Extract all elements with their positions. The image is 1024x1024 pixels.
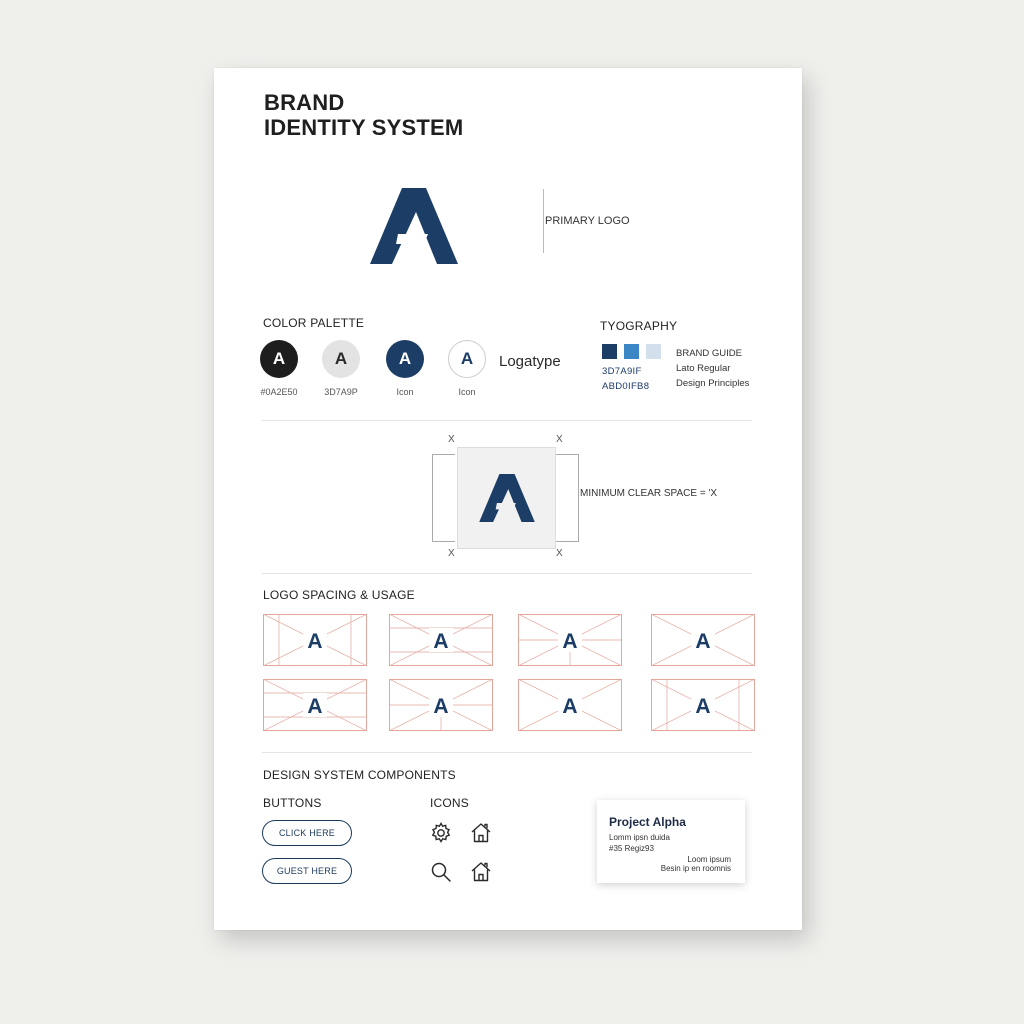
primary-logo-mark [370,188,458,264]
spacing-tile-glyph: A [562,630,578,653]
swatch-caption-3: Icon [396,387,414,397]
swatch-navy [386,340,424,378]
home-icon[interactable] [469,821,493,845]
color-palette-heading: COLOR PALETTE [263,316,365,330]
clear-space-box [457,447,556,549]
logo-divider [543,189,544,253]
buttons-heading: BUTTONS [263,796,322,810]
clear-space-logo-mark [479,474,535,522]
spacing-tile-glyph: A [562,695,578,718]
divider-2 [262,573,752,574]
clear-space-label: MINIMUM CLEAR SPACE = 'X [580,488,718,499]
components-heading: DESIGN SYSTEM COMPONENTS [263,768,456,782]
home-icon[interactable] [469,860,493,884]
spacing-tile-glyph: A [433,630,449,653]
type-hex-2: ABD0IFB8 [602,381,650,392]
guide-line-1: BRAND GUIDE [676,348,742,359]
spacing-tile [263,679,367,731]
swatch-glyph: A [460,349,474,368]
spacing-tile-glyph: A [307,630,323,653]
project-card[interactable] [597,800,745,883]
type-color-square-1 [602,344,617,359]
card-line-1: Lomm ipsn duida [609,833,670,842]
swatch-glyph: A [334,349,348,368]
spacing-tile [518,679,622,731]
swatch-glyph: A [272,349,286,368]
title-line-1: BRAND [264,90,345,115]
divider-3 [262,752,752,753]
spacing-tile-glyph: A [433,695,449,718]
logotype-label: Logatype [499,353,561,370]
swatch-caption-2: 3D7A9P [324,387,358,397]
card-title: Project Alpha [609,815,686,829]
swatch-white [448,340,486,378]
typography-heading: TYOGRAPHY [600,319,678,333]
spacing-tile [651,614,755,666]
card-line-2: #35 Regiz93 [609,844,654,853]
card-line-4: Besin ip en roomnis [660,864,731,873]
divider-1 [262,420,752,421]
spacing-tile-glyph: A [695,695,711,718]
clear-mark-tl: X [448,434,455,445]
title-line-2: IDENTITY SYSTEM [264,115,464,140]
spacing-heading: LOGO SPACING & USAGE [263,588,415,602]
spacing-tile-glyph: A [307,695,323,718]
brand-guide-sheet [214,68,802,930]
spacing-tile [263,614,367,666]
swatch-black [260,340,298,378]
spacing-tile [651,679,755,731]
spacing-tile [389,614,493,666]
guide-line-3: Design Principles [676,378,750,389]
guest-here-button[interactable]: GUEST HERE [262,858,352,884]
type-color-square-2 [624,344,639,359]
search-icon[interactable] [429,860,453,884]
page-title [264,90,463,140]
clear-mark-bl: X [448,548,455,559]
clear-bracket-right [556,454,579,542]
primary-logo-label: PRIMARY LOGO [545,215,630,227]
type-color-square-3 [646,344,661,359]
swatch-grey [322,340,360,378]
swatch-caption-1: #0A2E50 [260,387,298,397]
clear-bracket-left [432,454,455,542]
swatch-caption-4: Icon [458,387,476,397]
icons-heading: ICONS [430,796,470,810]
spacing-tile [518,614,622,666]
spacing-tile [389,679,493,731]
spacing-tile-glyph: A [695,630,711,653]
clear-mark-br: X [556,548,563,559]
clear-mark-tr: X [556,434,563,445]
swatch-glyph: A [398,349,412,368]
type-guide [676,346,749,391]
click-here-button[interactable]: CLICK HERE [262,820,352,846]
guide-line-2: Lato Regular [676,363,731,374]
card-line-3: Loom ipsum [687,855,731,864]
type-hex-1: 3D7A9IF [602,366,642,377]
gear-icon[interactable] [429,821,453,845]
